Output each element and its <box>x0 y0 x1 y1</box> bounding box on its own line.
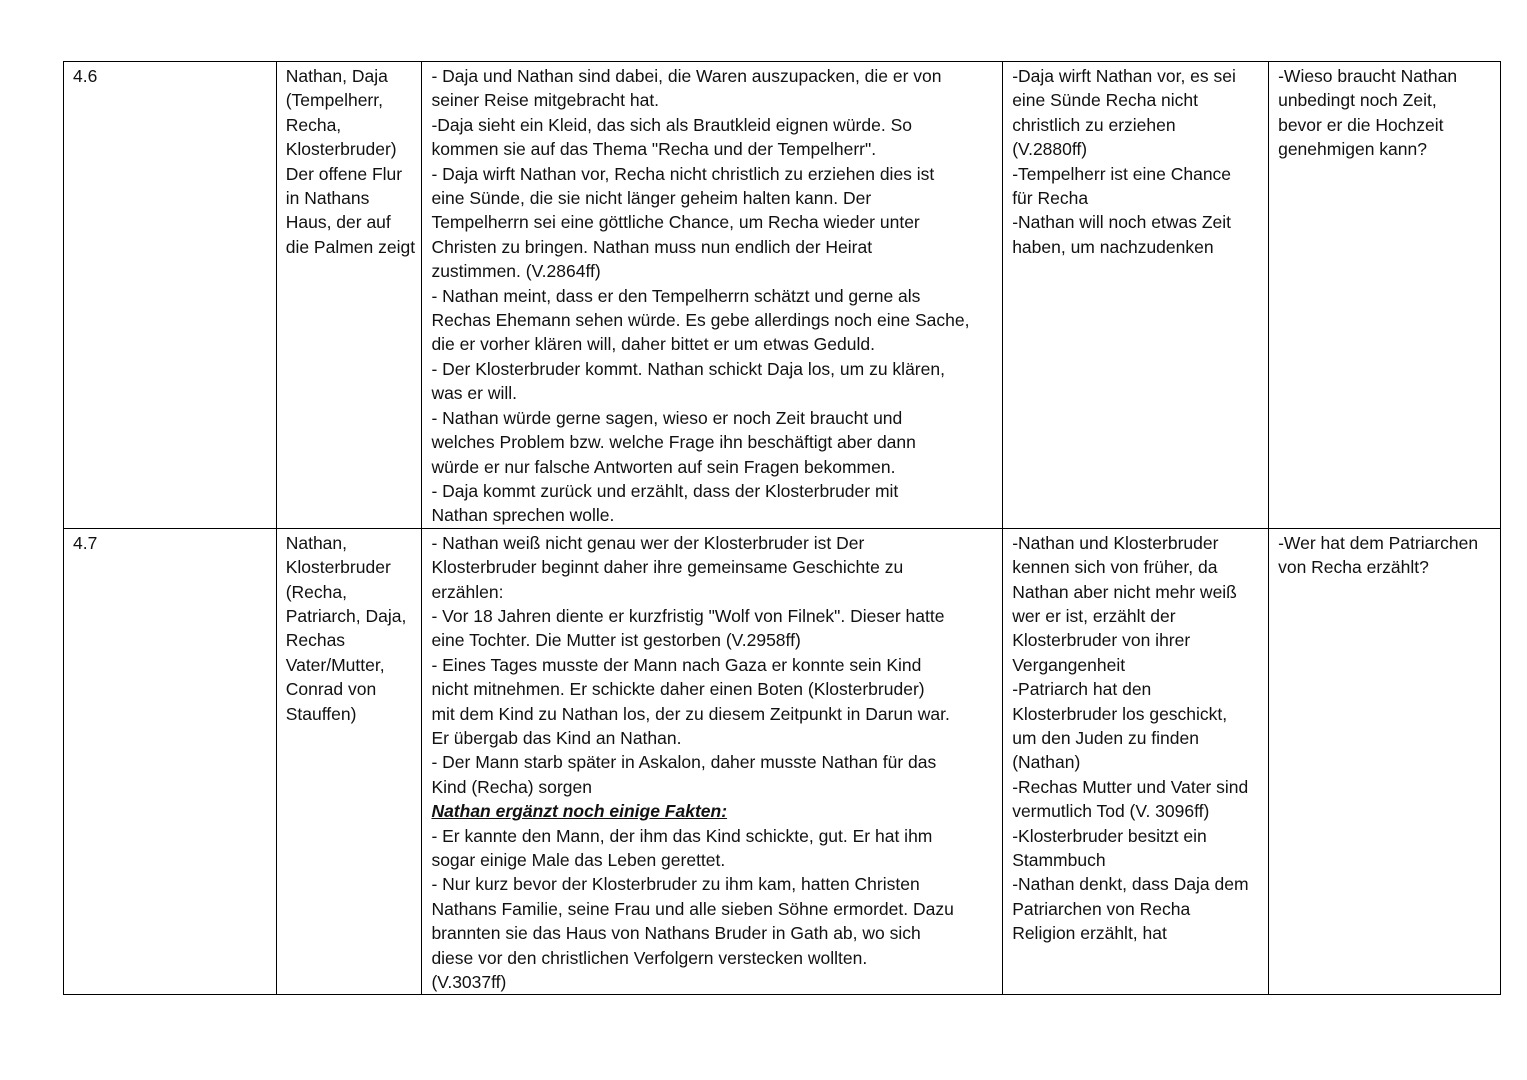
persons-line: (Recha, <box>285 581 347 602</box>
notes-line: -Daja wirft Nathan vor, es sei <box>1012 66 1236 86</box>
persons-line: Vater/Mutter, <box>285 654 385 675</box>
persons-line: Nathan, <box>285 532 348 553</box>
notes-line: -Patriarch hat den <box>1012 679 1152 700</box>
content-line: Rechas Ehemann sehen würde. Es gebe allerdings noch eine Sache, <box>431 310 970 331</box>
persons-line: Klosterbruder <box>285 557 391 578</box>
persons-line: Stauffen) <box>285 703 357 724</box>
question-line: genehmigen kann? <box>1278 139 1427 160</box>
content-line: was er will. <box>431 383 518 404</box>
scene-number-cell <box>64 62 277 529</box>
persons-line: die Palmen zeigt <box>285 236 416 257</box>
persons-line: Haus, der auf <box>285 212 391 233</box>
persons-line: Klosterbruder) <box>285 139 397 160</box>
scene-number: 4.6 <box>73 66 98 86</box>
notes-line: Stammbuch <box>1012 850 1106 870</box>
notes-line: -Nathan denkt, dass Daja dem <box>1012 874 1249 895</box>
notes-line: kennen sich von früher, da <box>1012 557 1218 578</box>
scene-number-cell <box>64 528 277 995</box>
content-line: Kind (Recha) sorgen <box>431 776 592 797</box>
content-line: - Eines Tages musste der Mann nach Gaza er konnte sein Kind <box>431 654 922 675</box>
notes-line: -Rechas Mutter und Vater sind <box>1012 776 1249 797</box>
notes-line: -Tempelherr ist eine Chance <box>1012 163 1232 184</box>
notes-line: (Nathan) <box>1012 752 1081 773</box>
content-subheading: Nathan ergänzt noch einige Fakten: <box>431 801 728 822</box>
content-line: brannten sie das Haus von Nathans Bruder in Gath ab, wo sich <box>431 923 921 944</box>
content-line: kommen sie auf das Thema "Recha und der Tempelherr". <box>431 139 877 160</box>
content-cell <box>422 62 1003 529</box>
persons-line: (Tempelherr, <box>285 90 383 111</box>
content-line: würde er nur falsche Antworten auf sein Fragen bekommen. <box>431 456 896 477</box>
persons-line: Conrad von <box>285 679 377 700</box>
notes-line: haben, um nachzudenken <box>1012 236 1214 257</box>
content-line: Klosterbruder beginnt daher ihre gemeinsame Geschichte zu <box>431 557 904 578</box>
content-line: - Der Mann starb später in Askalon, daher musste Nathan für das <box>431 752 937 773</box>
question-line: -Wieso braucht Nathan <box>1278 66 1458 86</box>
content-line: (V.3037ff) <box>431 972 507 993</box>
notes-line: Nathan aber nicht mehr weiß <box>1012 581 1237 602</box>
content-line: - Nathan würde gerne sagen, wieso er noch Zeit braucht und <box>431 407 903 428</box>
notes-line: Religion erzählt, hat <box>1012 923 1167 944</box>
notes-line: christlich zu erziehen <box>1012 114 1176 135</box>
persons-line: in Nathans <box>285 188 370 209</box>
question-cell <box>1269 528 1501 995</box>
notes-line: Patriarchen von Recha <box>1012 898 1191 919</box>
notes-cell <box>1003 528 1269 995</box>
content-line: - Nathan meint, dass er den Tempelherrn schätzt und gerne als <box>431 285 921 306</box>
content-line: - Daja kommt zurück und erzählt, dass der Klosterbruder mit <box>431 480 899 501</box>
question-line: bevor er die Hochzeit <box>1278 114 1444 135</box>
content-line: mit dem Kind zu Nathan los, der zu diesem Zeitpunkt in Darun war. <box>431 703 950 724</box>
content-line: diese vor den christlichen Verfolgern verstecken wollten. <box>431 947 868 968</box>
notes-line: Vergangenheit <box>1012 654 1126 675</box>
notes-line: eine Sünde Recha nicht <box>1012 90 1199 111</box>
content-line: sogar einige Male das Leben gerettet. <box>431 850 726 870</box>
content-line: Er übergab das Kind an Nathan. <box>431 727 682 748</box>
content-line: zustimmen. (V.2864ff) <box>431 261 601 282</box>
question-line: unbedingt noch Zeit, <box>1278 90 1437 111</box>
notes-line: für Recha <box>1012 188 1089 209</box>
content-cell <box>422 528 1003 995</box>
content-line: -Daja sieht ein Kleid, das sich als Brautkleid eignen würde. So <box>431 114 912 135</box>
persons-cell <box>276 62 422 529</box>
notes-line: wer er ist, erzählt der <box>1012 605 1176 626</box>
question-line: von Recha erzählt? <box>1278 557 1429 578</box>
notes-line: Klosterbruder von ihrer <box>1012 630 1191 651</box>
content-line: welches Problem bzw. welche Frage ihn beschäftigt aber dann <box>431 432 916 453</box>
scene-number: 4.7 <box>73 532 98 553</box>
content-line: die er vorher klären will, daher bittet er um etwas Geduld. <box>431 334 875 355</box>
notes-line: Klosterbruder los geschickt, <box>1012 703 1228 724</box>
persons-cell <box>276 528 422 995</box>
content-line: Christen zu bringen. Nathan muss nun endlich der Heirat <box>431 236 873 257</box>
content-line: - Daja wirft Nathan vor, Recha nicht christlich zu erziehen dies ist <box>431 163 935 184</box>
content-line: - Nur kurz bevor der Klosterbruder zu ihm kam, hatten Christen <box>431 874 920 895</box>
content-line: - Nathan weiß nicht genau wer der Klosterbruder ist Der <box>431 532 865 553</box>
persons-line: Recha, <box>285 114 342 135</box>
content-line: seiner Reise mitgebracht hat. <box>431 90 660 111</box>
content-line: eine Tochter. Die Mutter ist gestorben (V.2958ff) <box>431 630 801 651</box>
content-line: Nathan sprechen wolle. <box>431 505 615 526</box>
content-line: erzählen: <box>431 581 504 602</box>
content-line: Tempelherrn sei eine göttliche Chance, um Recha wieder unter <box>431 212 920 233</box>
notes-line: vermutlich Tod (V. 3096ff) <box>1012 801 1210 822</box>
persons-line: Der offene Flur <box>285 163 403 184</box>
persons-line: Rechas <box>285 630 346 651</box>
content-line: nicht mitnehmen. Er schickte daher einen Boten (Klosterbruder) <box>431 679 925 700</box>
notes-line: um den Juden zu finden <box>1012 727 1199 748</box>
question-cell <box>1269 62 1501 529</box>
notes-line: -Nathan will noch etwas Zeit <box>1012 212 1232 233</box>
content-line: - Er kannte den Mann, der ihm das Kind schickte, gut. Er hat ihm <box>431 825 933 846</box>
persons-line: Nathan, Daja <box>285 66 388 86</box>
question-line: -Wer hat dem Patriarchen <box>1278 532 1479 553</box>
scene-summary-table <box>63 61 1501 995</box>
notes-line: -Nathan und Klosterbruder <box>1012 532 1219 553</box>
persons-line: Patriarch, Daja, <box>285 605 407 626</box>
table-row <box>64 62 1501 529</box>
table-row <box>64 528 1501 995</box>
content-line: - Daja und Nathan sind dabei, die Waren auszupacken, die er von <box>431 66 942 86</box>
content-line: Nathans Familie, seine Frau und alle sieben Söhne ermordet. Dazu <box>431 898 954 919</box>
notes-line: (V.2880ff) <box>1012 139 1088 160</box>
notes-cell <box>1003 62 1269 529</box>
content-line: eine Sünde, die sie nicht länger geheim halten kann. Der <box>431 188 872 209</box>
content-line: - Der Klosterbruder kommt. Nathan schickt Daja los, um zu klären, <box>431 358 945 379</box>
content-line: - Vor 18 Jahren diente er kurzfristig "Wolf von Filnek". Dieser hatte <box>431 605 945 626</box>
notes-line: -Klosterbruder besitzt ein <box>1012 825 1207 846</box>
